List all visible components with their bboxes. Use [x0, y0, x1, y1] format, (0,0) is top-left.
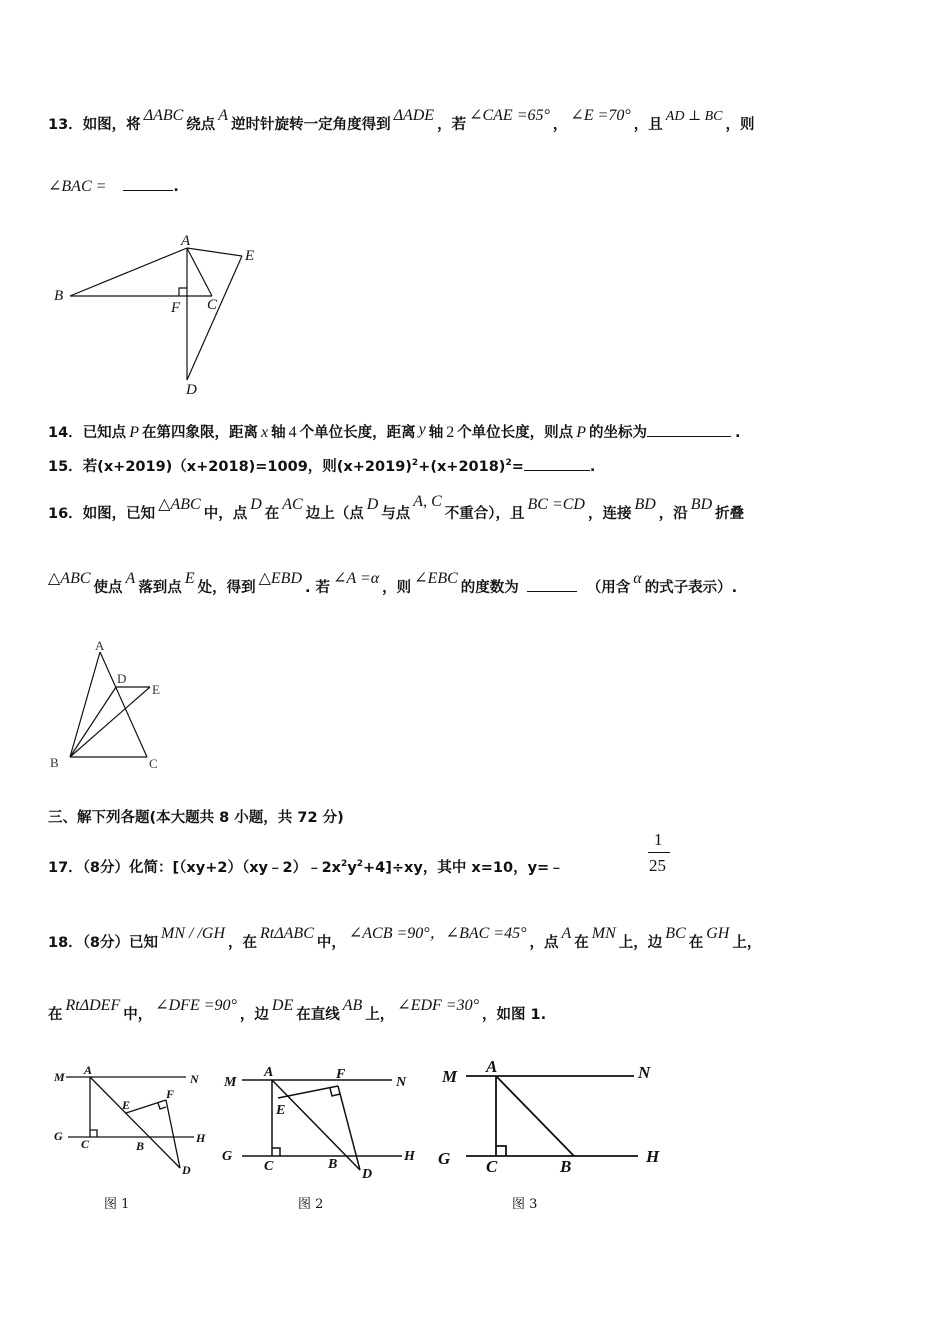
q14-math: P [129, 424, 139, 441]
q14-text: 个单位长度，则点 [457, 425, 574, 441]
fig2-seg-fd [338, 1086, 360, 1170]
q18-text: 在直线 [296, 1007, 340, 1023]
q13-seg-ac [187, 248, 212, 296]
q18-text: ，点 [529, 935, 559, 951]
q13-text: ， [552, 117, 568, 133]
q16-text: 与点 [381, 506, 411, 522]
q16-figure [40, 636, 180, 776]
q16-label-b: B [50, 755, 59, 770]
q16-math: D [250, 496, 262, 513]
fig2-label-c: C [264, 1159, 274, 1174]
q18-math: ∠ACB =90°，∠BAC =45° [348, 925, 527, 942]
q18-text: 在 [48, 1007, 63, 1023]
q17-text: y [347, 860, 357, 876]
fig3-label-h: H [646, 1147, 660, 1166]
q18-text: 中， [316, 935, 346, 951]
q17-line [48, 856, 564, 877]
q15-answer-blank[interactable] [524, 456, 590, 471]
q13-text: 逆时针旋转一定角度得到 [231, 117, 391, 133]
fig1-label-n: N [190, 1072, 199, 1086]
q18-math: A [561, 925, 572, 942]
q16-math: BC =CD [527, 496, 585, 513]
q17-text: +4]÷xy，其中 x=10，y=﹣ [363, 860, 564, 876]
fig3-seg-ab [496, 1076, 574, 1156]
q14-text: 在第四象限，距离 [141, 425, 258, 441]
fig2-right-angle-c [272, 1148, 280, 1156]
q15-line [48, 455, 595, 476]
q13-seg-ba [70, 248, 187, 296]
fig3-label-b: B [560, 1157, 572, 1176]
q15-number: 15． [48, 459, 83, 475]
q13-figure [40, 228, 280, 398]
fig1-right-angle-f [158, 1103, 166, 1109]
q17-fraction-denominator: 25 [649, 856, 666, 875]
fig2-label-f: F [336, 1067, 346, 1082]
q14-text: 已知点 [82, 425, 127, 441]
q13-text: 绕点 [186, 117, 216, 133]
fig1-right-angle-c [90, 1130, 97, 1137]
q16-text: . 若 [305, 580, 331, 596]
q16-math: ∠EBC [414, 570, 458, 587]
q16-text: 的度数为 [460, 580, 519, 596]
q14-math: P [576, 424, 586, 441]
q16-text: 边上（点 [305, 506, 364, 522]
q18-line1 [48, 925, 762, 952]
q14-text: . [734, 425, 741, 441]
q15-text: . [589, 459, 596, 475]
q16-line1 [48, 493, 745, 523]
q15-text: = [511, 459, 524, 475]
q14-number-value: 4 [288, 424, 297, 441]
fig2-seg-ef [278, 1086, 338, 1098]
q16-text: ，则 [382, 580, 412, 596]
q18-number: 18． [48, 935, 83, 951]
q14-text: 个单位长度，距离 [299, 425, 416, 441]
q18-text: 在 [688, 935, 704, 951]
fig3-right-angle-c [496, 1146, 506, 1156]
q16-seg-be [70, 687, 150, 757]
q17-number: 17． [48, 860, 83, 876]
q13-line1 [48, 107, 755, 134]
q16-answer-blank[interactable] [527, 577, 577, 592]
q16-math: E [184, 570, 195, 587]
q16-math: A [125, 570, 136, 587]
fig2-label-m: M [224, 1075, 237, 1090]
q13-label-b: B [54, 288, 64, 304]
q14-text: 轴 [428, 425, 444, 441]
q16-label-a: A [95, 638, 105, 653]
q16-text: 折叠 [715, 506, 745, 522]
fig2-label-b: B [328, 1157, 338, 1172]
q17-superscript: 2 [341, 859, 348, 870]
q16-text: 在 [264, 506, 280, 522]
q18-math: RtΔABC [260, 925, 314, 942]
q13-answer-blank[interactable] [123, 176, 173, 191]
fig1-label-g: G [54, 1129, 63, 1143]
q13-seg-ae [187, 248, 242, 256]
fig3-label-m: M [442, 1067, 458, 1086]
fig2-label-d: D [362, 1167, 373, 1180]
q13-number: 13． [48, 117, 83, 133]
q16-label-e: E [152, 682, 160, 697]
q18-figure-3 [432, 1052, 672, 1180]
q17-superscript: 2 [356, 859, 364, 870]
section-3-heading [48, 806, 344, 827]
q16-math: △ABC [48, 570, 91, 587]
fig1-label-h: H [196, 1131, 206, 1145]
q14-math: y [418, 421, 426, 438]
q13-label-d: D [186, 382, 197, 398]
q13-text: . [173, 179, 179, 195]
q16-text: 不重合），且 [444, 506, 525, 522]
q16-label-c: C [149, 756, 158, 771]
q13-math: ∠CAE =65° [469, 107, 550, 124]
q16-math: BD [690, 496, 713, 513]
q13-text: ，且 [633, 117, 663, 133]
caption-fig-2: 图 2 [298, 1197, 324, 1212]
fig1-label-a: A [84, 1063, 93, 1077]
q16-math: A, C [413, 493, 442, 510]
q18-text: 在 [574, 935, 589, 951]
q13-text: 如图，将 [82, 117, 141, 133]
fig1-seg-fd [166, 1100, 180, 1168]
q13-math: A [218, 107, 229, 124]
q13-math: ∠E =70° [570, 107, 631, 124]
q18-math: BC [665, 925, 686, 942]
q18-math: MN / /GH [161, 925, 226, 942]
q15-text: 若(x+2019)（x+2018)=1009，则(x+2019) [82, 459, 412, 475]
q17-text: （8分）化简：[（xy+2）（xy﹣2）﹣2x [82, 860, 342, 876]
fig2-label-h: H [404, 1149, 415, 1164]
q18-text: 上， [732, 935, 762, 951]
q16-seg-ac [100, 652, 147, 757]
q18-math: GH [706, 925, 730, 942]
q13-line2 [48, 176, 179, 196]
q16-text: ，沿 [658, 506, 688, 522]
q16-text: 如图，已知 [82, 506, 156, 522]
q15-text: +(x+2018) [418, 459, 506, 475]
q13-text: ，则 [725, 117, 755, 133]
q16-math: △EBD [258, 570, 302, 587]
q18-math: DE [271, 997, 294, 1014]
q14-answer-blank[interactable] [647, 422, 731, 437]
q18-text: （8分）已知 [82, 935, 159, 951]
fig1-label-b: B [136, 1139, 145, 1153]
q16-text: ，连接 [587, 506, 632, 522]
q18-math: RtΔDEF [65, 997, 121, 1014]
q14-number-value: 2 [446, 424, 455, 441]
q16-text: 中，点 [203, 506, 248, 522]
q13-math: AD ⊥ BC [665, 109, 723, 124]
q14-text: 的坐标为 [588, 425, 647, 441]
q16-text: 落到点 [138, 580, 182, 596]
q13-label-f: F [171, 300, 181, 316]
q16-math: △ABC [158, 496, 201, 513]
q16-math: ∠A =α [333, 570, 380, 587]
q13-seg-ed [187, 256, 242, 380]
q16-text: 处，得到 [197, 580, 256, 596]
q18-text: ，边 [239, 1007, 269, 1023]
q18-math: AB [342, 997, 363, 1014]
fig2-label-g: G [222, 1149, 233, 1164]
fig2-label-a: A [264, 1065, 274, 1080]
q17-fraction-bar [648, 852, 670, 853]
caption-fig-1: 图 1 [104, 1197, 130, 1212]
q18-text: 上， [365, 1007, 395, 1023]
fig1-label-e: E [122, 1098, 131, 1112]
caption-fig-3: 图 3 [512, 1197, 538, 1212]
fig3-label-a: A [486, 1057, 498, 1076]
q17-fraction-numerator: 1 [654, 830, 663, 849]
q18-text: ，如图 1. [482, 1007, 547, 1023]
q18-line2 [48, 997, 547, 1024]
q15-superscript: 2 [411, 458, 419, 469]
fig2-label-n: N [396, 1075, 407, 1090]
fig3-label-g: G [438, 1149, 451, 1168]
q16-text: 使点 [93, 580, 123, 596]
section-3-title: 三、解下列各题(本大题共 8 小题，共 72 分) [48, 810, 344, 826]
q13-right-angle [179, 288, 187, 296]
q16-math: AC [282, 496, 303, 513]
q15-superscript: 2 [505, 458, 512, 469]
q16-number: 16． [48, 506, 83, 522]
q13-label-a: A [181, 233, 191, 249]
fig3-label-n: N [638, 1063, 651, 1082]
q18-math: MN [591, 925, 616, 942]
q13-label-e: E [245, 248, 255, 264]
q18-text: ，在 [228, 935, 258, 951]
q16-math: α [633, 570, 642, 587]
fig2-label-e: E [276, 1103, 286, 1118]
q16-seg-ab [70, 652, 100, 757]
fig1-label-c: C [81, 1137, 90, 1151]
q13-math: ΔABC [143, 107, 184, 124]
q16-text: 的式子表示）. [644, 580, 738, 596]
q13-label-c: C [207, 297, 218, 313]
q18-figure-2 [214, 1056, 424, 1180]
fig1-label-d: D [182, 1163, 191, 1177]
q16-math: D [366, 496, 379, 513]
q18-math: ∠DFE =90° [155, 997, 237, 1014]
q14-number: 14． [48, 425, 83, 441]
fig1-seg-ef [126, 1100, 166, 1113]
q18-text: 中， [123, 1007, 153, 1023]
fig3-label-c: C [486, 1157, 498, 1176]
q18-text: 上，边 [618, 935, 663, 951]
fig1-label-f: F [166, 1087, 175, 1101]
q13-text: ，若 [437, 117, 467, 133]
q14-text: 轴 [271, 425, 286, 441]
q18-math: ∠EDF =30° [397, 997, 479, 1014]
q13-math: ∠BAC = [48, 178, 107, 195]
q16-text: （用含 [586, 580, 631, 596]
q16-label-d: D [117, 671, 127, 686]
q18-figure-1 [44, 1060, 214, 1180]
q13-math: ΔADE [393, 107, 435, 124]
q16-line2 [48, 570, 738, 597]
q14-math: x [260, 424, 269, 441]
fig1-label-m: M [54, 1070, 65, 1084]
q16-math: BD [634, 496, 656, 513]
q14-line [48, 421, 740, 442]
